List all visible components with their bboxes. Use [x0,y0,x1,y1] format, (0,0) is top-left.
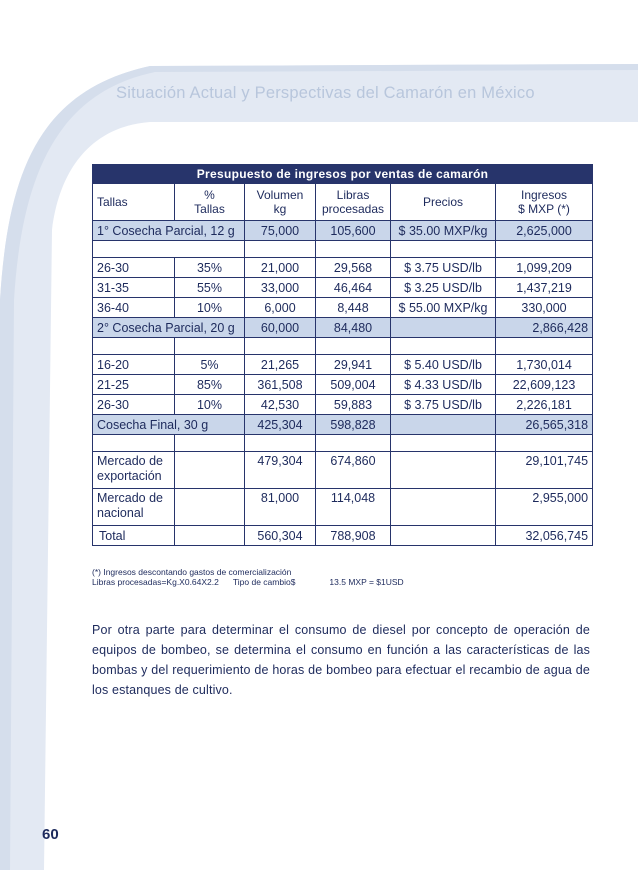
table-footnotes [92,567,404,587]
table-row: 16-20 5% 21,265 29,941 $ 5.40 USD/lb 1,730,014 [93,355,593,375]
table-row-national-market: Mercado de nacional 81,000 114,048 2,955,000 [93,489,593,526]
income-budget-table-container [92,164,592,546]
header-percent: % Tallas [175,184,245,221]
table-title: Presupuesto de ingresos por ventas de camarón [93,165,593,184]
income-budget-table [92,164,593,546]
table-row-blank [93,338,593,355]
table-row-total: Total 560,304 788,908 32,056,745 [93,526,593,546]
running-header-title: Situación Actual y Perspectivas del Camarón en México [116,84,535,102]
page-number: 60 [42,826,59,843]
header-tallas: Tallas [93,184,175,221]
footnote-formula: Libras procesadas=Kg.X0.64X2.2 Tipo de cambio$ 13.5 MXP = $1USD [92,577,404,587]
body-paragraph: Por otra parte para determinar el consumo de diesel por concepto de operación de equipos de bombeo, se determina el consumo en función a las características de las bombas y del requerimiento de horas de bombeo para efectuar el recambio de agua de los estanques de cultivo. [92,623,590,697]
table-row: 31-35 55% 33,000 46,464 $ 3.25 USD/lb 1,437,219 [93,278,593,298]
header-ingresos: Ingresos $ MXP (*) [496,184,593,221]
table-title-row [93,165,593,184]
table-row-export-market: Mercado de exportación 479,304 674,860 29,101,745 [93,452,593,489]
table-header-row [93,184,593,221]
table-row-harvest-final: Cosecha Final, 30 g 425,304 598,828 26,565,318 [93,415,593,435]
table-row: 26-30 10% 42,530 59,883 $ 3.75 USD/lb 2,226,181 [93,395,593,415]
table-row-harvest-1: 1° Cosecha Parcial, 12 g 75,000 105,600 $ 35.00 MXP/kg 2,625,000 [93,221,593,241]
table-row: 36-40 10% 6,000 8,448 $ 55.00 MXP/kg 330,000 [93,298,593,318]
table-row: 21-25 85% 361,508 509,004 $ 4.33 USD/lb 22,609,123 [93,375,593,395]
table-row-harvest-2: 2° Cosecha Parcial, 20 g 60,000 84,480 2,866,428 [93,318,593,338]
table-row-blank [93,241,593,258]
table-row-blank [93,435,593,452]
header-libras: Libras procesadas [316,184,391,221]
header-volumen: Volumen kg [245,184,316,221]
table-row: 26-30 35% 21,000 29,568 $ 3.75 USD/lb 1,099,209 [93,258,593,278]
footnote-income: (*) Ingresos descontando gastos de comercialización [92,567,292,577]
header-precios: Precios [391,184,496,221]
